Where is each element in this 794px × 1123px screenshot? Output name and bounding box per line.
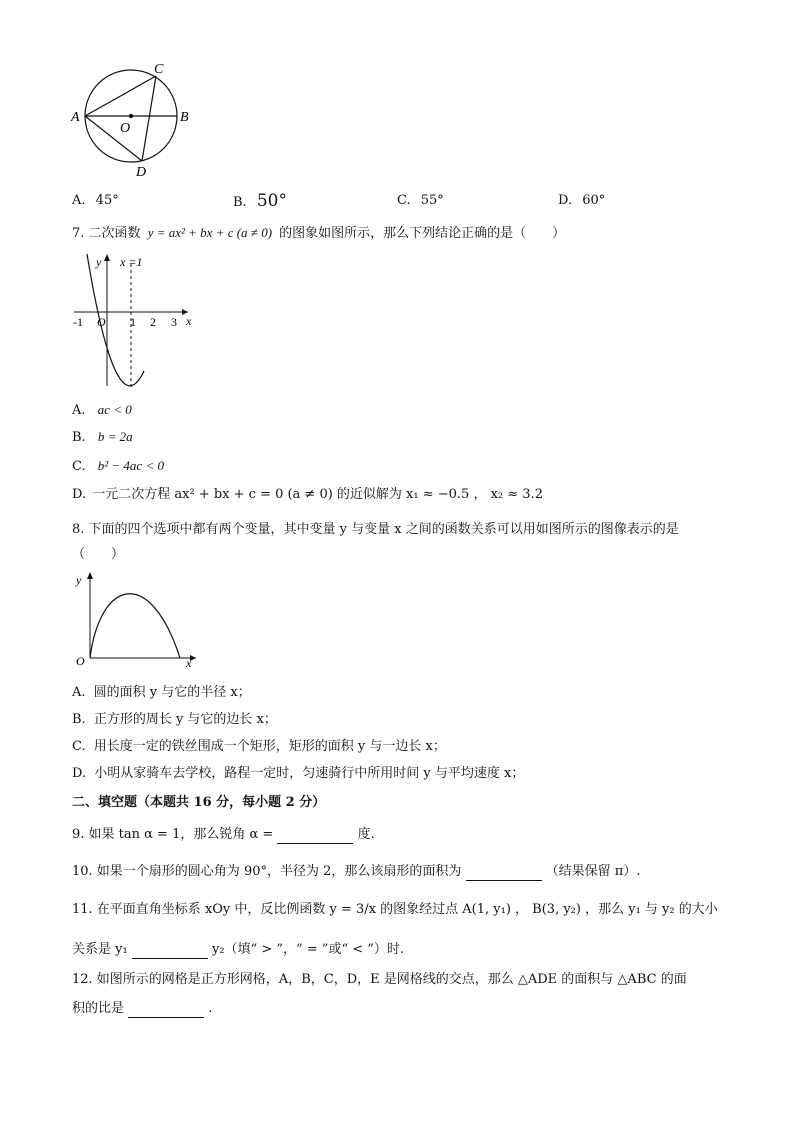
q11-line1: 11. 在平面直角坐标系 xOy 中，反比例函数 y = 3/x 的图象经过点 A(1, y₁) ， B(3, y₂) ，那么 y₁ 与 y₂ 的大小: [72, 902, 718, 917]
point-label-o: O: [120, 121, 131, 136]
q8-option-a[interactable]: [72, 684, 251, 702]
arch-graph-figure: [70, 570, 205, 670]
q12-line2-pre: 积的比是: [72, 1001, 125, 1016]
q11-answer-blank[interactable]: [132, 944, 208, 959]
q7-equation: y = ax² + bx + c (a ≠ 0): [147, 225, 273, 240]
option-text: b = 2a: [97, 429, 133, 444]
q8-option-c[interactable]: [72, 738, 446, 756]
circle-figure: [68, 58, 208, 182]
q8-stem-line2: （ ）: [72, 547, 125, 562]
option-text: 55°: [420, 193, 444, 208]
q9-answer-blank[interactable]: [277, 829, 353, 844]
q6-option-b[interactable]: [233, 191, 287, 211]
option-letter: B.: [233, 195, 247, 210]
option-letter: D.: [72, 487, 87, 502]
q8-option-d[interactable]: [72, 765, 524, 783]
q9-pre: 9. 如果 tan α = 1，那么锐角 α =: [72, 827, 274, 842]
option-text: 小明从家骑车去学校，路程一定时，匀速骑行中所用时间 y 与平均速度 x；: [94, 766, 525, 781]
q7-option-c[interactable]: [72, 457, 164, 476]
option-text: 45°: [95, 193, 119, 208]
q7-stem-post: 的图象如图所示，那么下列结论正确的是（ ）: [279, 226, 566, 241]
option-text: 用长度一定的铁丝围成一个矩形，矩形的面积 y 与一边长 x；: [93, 739, 446, 754]
option-letter: C.: [397, 193, 411, 208]
q6-option-d[interactable]: [558, 193, 605, 208]
parabola-figure: [70, 250, 200, 390]
y-axis-label: y: [96, 255, 102, 269]
q7-stem-pre: 7. 二次函数: [72, 226, 141, 241]
point-label-c: C: [154, 62, 164, 77]
q7-option-b[interactable]: [72, 428, 133, 447]
option-text: b² − 4ac < 0: [97, 458, 164, 473]
q8-option-b[interactable]: [72, 711, 277, 729]
tick-label-3: 3: [171, 315, 177, 329]
option-text: 圆的面积 y 与它的半径 x；: [93, 685, 251, 700]
option-letter: B.: [72, 712, 86, 727]
option-text: ac < 0: [97, 402, 132, 417]
option-letter: C.: [72, 459, 86, 474]
q12-line1: 12. 如图所示的网格是正方形网格，A，B，C，D，E 是网格线的交点，那么 △ADE 的面积与 △ABC 的面: [72, 972, 687, 987]
q12-line2: [72, 1000, 212, 1018]
x-axis-label: x: [186, 656, 192, 670]
point-label-b: B: [180, 110, 189, 125]
q10-pre: 10. 如果一个扇形的圆心角为 90°，半径为 2，那么该扇形的面积为: [72, 864, 462, 879]
option-letter: A.: [72, 193, 86, 208]
q11-line2-post: y₂（填“ > ”，“ = ”或“ < ”）时.: [211, 942, 405, 957]
q7-option-a[interactable]: [72, 401, 132, 420]
option-text: 一元二次方程 ax² + bx + c = 0 (a ≠ 0) 的近似解为 x₁ ≈ −0.5 ， x₂ ≈ 3.2: [92, 487, 543, 502]
option-letter: D.: [558, 193, 573, 208]
q9-post: 度.: [357, 827, 375, 842]
q6-option-a[interactable]: [72, 193, 119, 208]
option-letter: C.: [72, 739, 86, 754]
axis-of-symmetry-label: x =1: [120, 255, 143, 269]
y-axis-label: y: [76, 573, 82, 587]
tick-label-1: 1: [130, 315, 136, 329]
q10-post: （结果保留 π）.: [545, 864, 641, 879]
option-text: 60°: [582, 193, 606, 208]
q11-line2-pre: 关系是 y₁: [72, 942, 128, 957]
origin-label: O: [76, 654, 85, 668]
point-label-a: A: [71, 110, 80, 125]
tick-label-2: 2: [150, 315, 156, 329]
option-text: 正方形的周长 y 与它的边长 x；: [93, 712, 277, 727]
option-letter: A.: [72, 685, 86, 700]
q12-line2-post: .: [208, 1001, 213, 1016]
option-letter: A.: [72, 403, 86, 418]
tick-label-neg1: -1: [73, 315, 83, 329]
section-heading: 二、填空题（本题共 16 分，每小题 2 分）: [72, 795, 326, 810]
q8-stem-line1: 8. 下面的四个选项中都有两个变量，其中变量 y 与变量 x 之间的函数关系可以用如图所示的图像表示的是: [72, 522, 679, 537]
q10: [72, 863, 640, 881]
q12-answer-blank[interactable]: [128, 1003, 204, 1018]
q9: [72, 826, 375, 844]
q7-option-d[interactable]: [72, 486, 543, 504]
q6-option-c[interactable]: [397, 193, 444, 208]
q10-answer-blank[interactable]: [466, 866, 542, 881]
q7-stem: [72, 224, 565, 243]
x-axis-label: x: [186, 314, 192, 328]
option-letter: D.: [72, 766, 87, 781]
point-label-d: D: [136, 165, 147, 180]
option-text: 50°: [256, 191, 287, 211]
origin-label: O: [97, 315, 106, 329]
q11-line2: [72, 941, 404, 959]
option-letter: B.: [72, 430, 86, 445]
